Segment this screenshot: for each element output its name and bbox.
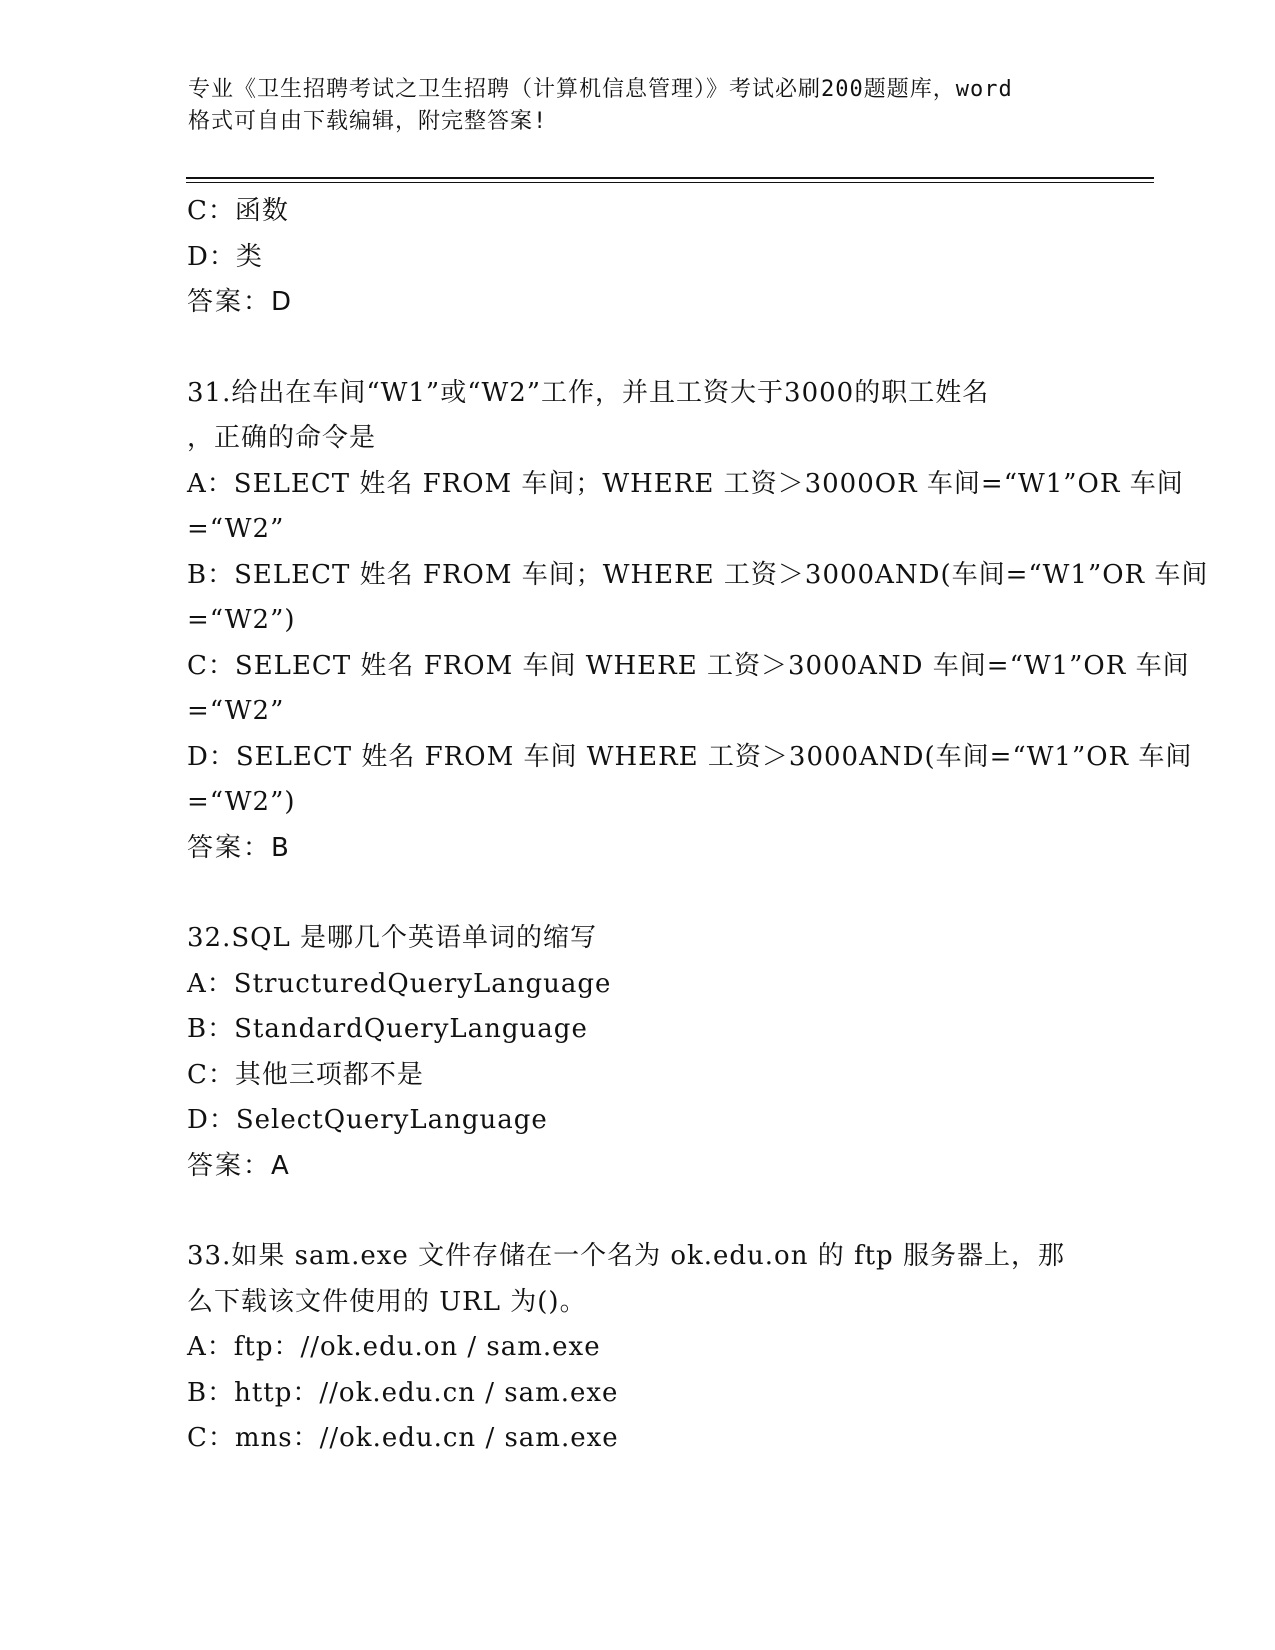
option-d-continued: =“W2”)	[187, 787, 296, 817]
question-stem: 33.如果 sam.exe 文件存储在一个名为 ok.edu.on 的 ftp 服务器上，那	[187, 1241, 1065, 1271]
question-30	[187, 189, 1087, 326]
option-c: C：mns：//ok.edu.cn / sam.exe	[187, 1423, 619, 1453]
option-a: A：StructuredQueryLanguage	[187, 968, 612, 999]
answer: 答案：A	[187, 1150, 291, 1181]
question-spacer	[187, 871, 1087, 916]
option-d: D：类	[187, 241, 263, 272]
header-divider-thick	[186, 177, 1154, 179]
header-divider-thin	[186, 182, 1154, 183]
question-spacer	[187, 1189, 1087, 1234]
header-line-1: 专业《卫生招聘考试之卫生招聘（计算机信息管理）》考试必刷200题题库，word	[188, 77, 1013, 102]
option-c: C：SELECT 姓名 FROM 车间 WHERE 工资＞3000AND 车间=“W1”OR 车间	[187, 650, 1190, 681]
question-stem: 31.给出在车间“W1”或“W2”工作，并且工资大于3000的职工姓名	[187, 377, 990, 408]
question-31	[187, 371, 1209, 872]
option-c: C：函数	[187, 196, 289, 226]
question-spacer	[187, 326, 1087, 371]
option-b: B：http：//ok.edu.cn / sam.exe	[187, 1377, 619, 1408]
option-d: D：SelectQueryLanguage	[187, 1105, 548, 1135]
option-b: B：SELECT 姓名 FROM 车间；WHERE 工资＞3000AND(车间=“W1”OR 车间	[187, 559, 1209, 590]
question-list	[187, 189, 1209, 1462]
answer: 答案：D	[187, 287, 294, 317]
question-stem-continued: ，正确的命令是	[187, 423, 377, 453]
question-33	[187, 1234, 1087, 1462]
option-a-continued: =“W2”	[187, 514, 285, 544]
option-a: A：ftp：//ok.edu.on / sam.exe	[187, 1332, 601, 1362]
question-stem-continued: 么下载该文件使用的 URL 为()。	[187, 1286, 587, 1317]
question-stem: 32.SQL 是哪几个英语单词的缩写	[187, 923, 598, 953]
question-32	[187, 916, 1087, 1189]
answer: 答案：B	[187, 832, 291, 863]
option-b: B：StandardQueryLanguage	[187, 1014, 588, 1044]
option-c: C：其他三项都不是	[187, 1059, 424, 1090]
option-a: A：SELECT 姓名 FROM 车间；WHERE 工资＞3000OR 车间=“W1”OR 车间	[187, 468, 1184, 499]
document-header	[188, 74, 1088, 138]
option-c-continued: =“W2”	[187, 696, 285, 726]
option-d: D：SELECT 姓名 FROM 车间 WHERE 工资＞3000AND(车间=“W1”OR 车间	[187, 741, 1193, 772]
header-line-2: 格式可自由下载编辑，附完整答案!	[188, 109, 548, 134]
option-b-continued: =“W2”)	[187, 605, 296, 635]
